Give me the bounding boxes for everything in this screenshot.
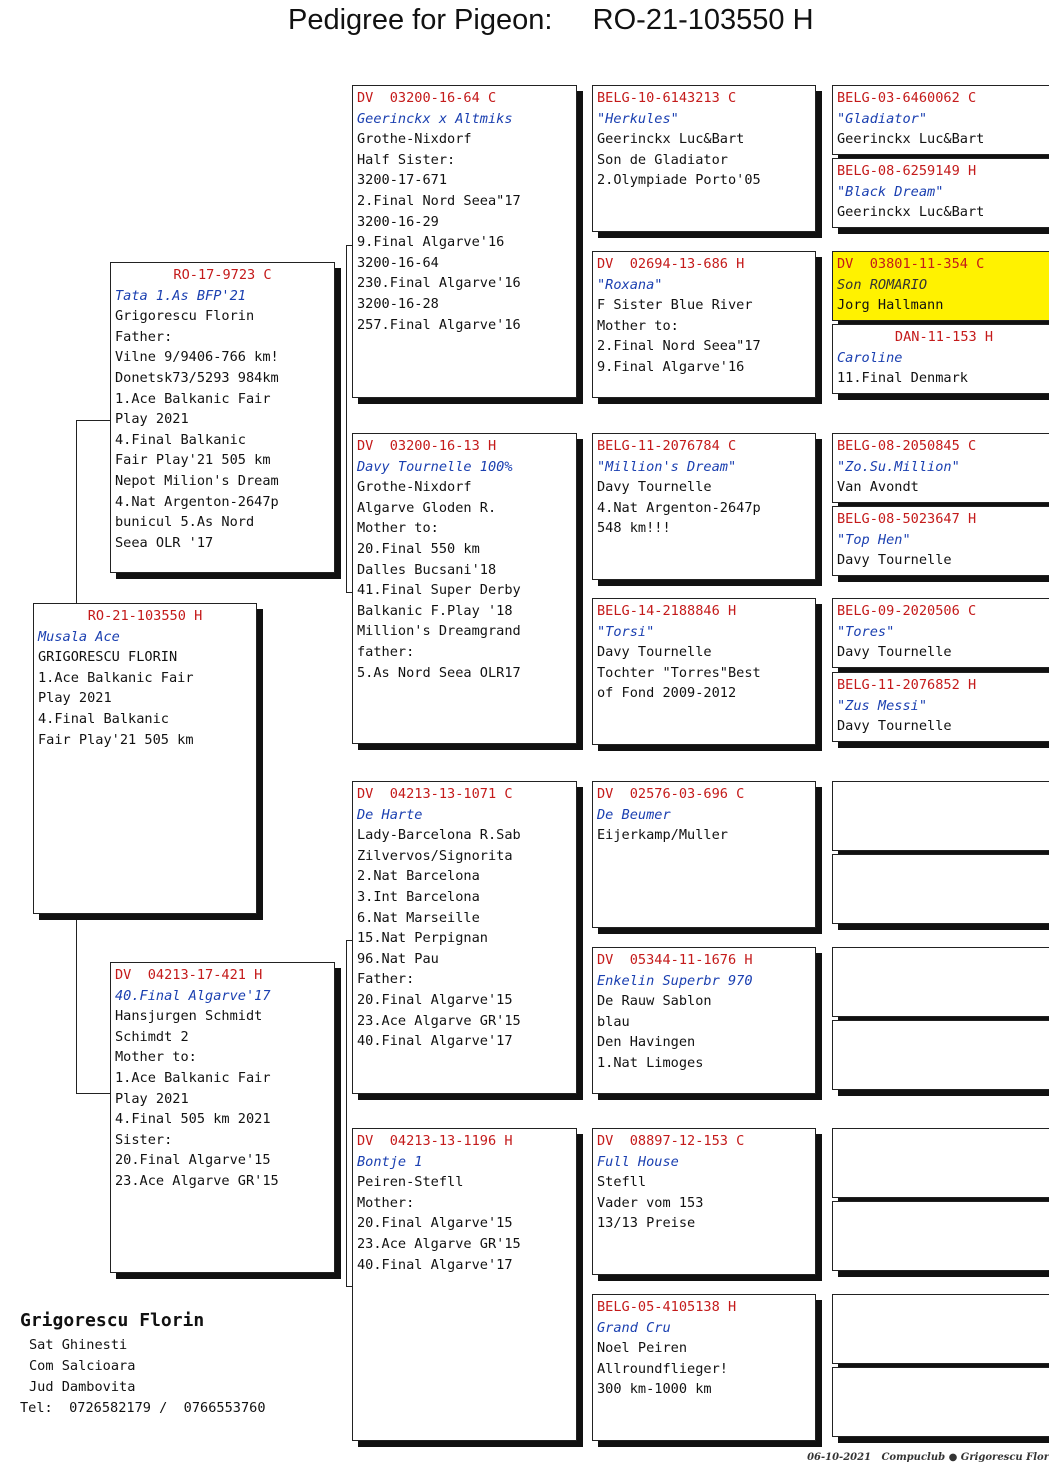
ring-number: DV 05344-11-1676 H (597, 952, 753, 968)
ring-number: DV 03200-16-64 C (357, 90, 497, 106)
note-line: Mother to: (597, 317, 679, 334)
breeder: Lady-Barcelona R.Sab (357, 827, 521, 844)
breeder: Peiren-Stefll (357, 1174, 464, 1191)
pigeon-name: "Black Dream" (837, 183, 944, 200)
ring-number: DV 04213-13-1071 C (357, 786, 513, 802)
breeder: De Rauw Sablon (597, 993, 712, 1010)
note-line: 3200-17-671 (357, 172, 448, 189)
ring-number: DV 08897-12-153 C (597, 1133, 745, 1149)
mfm-card (592, 947, 816, 1094)
ring-number: DAN-11-153 H (894, 329, 994, 345)
note-line: Play 2021 (38, 690, 112, 707)
connector (346, 940, 347, 1286)
pigeon-name: "Top Hen" (837, 531, 911, 548)
ring-number: BELG-11-2076852 H (837, 677, 977, 693)
note-line: Seea OLR '17 (115, 534, 214, 551)
note-line: Sister: (115, 1131, 173, 1148)
pigeon-name: "Zo.Su.Million" (837, 458, 960, 475)
empty-card (832, 854, 1049, 924)
note-line: Zilvervos/Signorita (357, 847, 513, 864)
connector (76, 1093, 112, 1094)
owner-address-line: Com Salcioara (29, 1358, 136, 1374)
pigeon-name: Caroline (837, 349, 903, 366)
breeder: Eijerkamp/Muller (597, 827, 728, 844)
ring-number: BELG-03-6460062 C (837, 90, 977, 106)
breeder: Van Avondt (837, 479, 919, 496)
breeder: Grothe-Nixdorf (357, 131, 472, 148)
breeder: Davy Tournelle (837, 644, 952, 661)
pigeon-name: Tata 1.As BFP'21 (115, 287, 246, 304)
note-line: 23.Ace Algarve GR'15 (357, 1012, 521, 1029)
pigeon-name: "Torsi" (597, 623, 655, 640)
owner-name: Grigorescu Florin (20, 1310, 205, 1331)
note-line: 3200-16-28 (357, 295, 439, 312)
ring-number: BELG-08-5023647 H (837, 511, 977, 527)
g4-card (832, 598, 1049, 668)
ring-number: BELG-05-4105138 H (597, 1299, 737, 1315)
note-line: Fair Play'21 505 km (38, 731, 194, 748)
note-line: Donetsk73/5293 984km (115, 369, 279, 386)
breeder: 11.Final Denmark (837, 370, 968, 387)
ring-number: DV 04213-13-1196 H (357, 1133, 513, 1149)
empty-card (832, 1367, 1049, 1437)
note-line: Balkanic F.Play '18 (357, 602, 513, 619)
note-line: Half Sister: (357, 151, 456, 168)
fm-card (352, 433, 577, 744)
pigeon-name: "Roxana" (597, 276, 663, 293)
note-line: Mother to: (115, 1049, 197, 1066)
note-line: 1.Nat Limoges (597, 1054, 704, 1071)
ring-number: BELG-11-2076784 C (597, 438, 737, 454)
g4-card (832, 158, 1049, 228)
mf-card (352, 781, 577, 1094)
note-line: Allroundflieger! (597, 1360, 728, 1377)
ff-card (352, 85, 577, 398)
breeder: Davy Tournelle (597, 644, 712, 661)
page-title: Pedigree for Pigeon: RO-21-103550 H (288, 4, 814, 36)
ring-number: BELG-08-2050845 C (837, 438, 977, 454)
g4-card (832, 672, 1049, 742)
ring-number: DV 02576-03-696 C (597, 786, 745, 802)
note-line: 1.Ace Balkanic Fair (115, 390, 271, 407)
note-line: 2.Final Nord Seea"17 (357, 192, 521, 209)
note-line: Algarve Gloden R. (357, 499, 497, 516)
ring-number: DV 03200-16-13 H (357, 438, 497, 454)
note-line: 9.Final Algarve'16 (357, 234, 505, 251)
ring-number: DV 03801-11-354 C (837, 256, 985, 272)
owner-address-line: Jud Dambovita (29, 1379, 136, 1395)
footer-credit: 06-10-2021 Compuclub ● Grigorescu Flor (807, 1452, 1049, 1463)
note-line: Mother to: (357, 520, 439, 537)
empty-card (832, 1201, 1049, 1271)
note-line: 23.Ace Algarve GR'15 (115, 1172, 279, 1189)
note-line: 2.Final Nord Seea"17 (597, 338, 761, 355)
note-line: 9.Final Algarve'16 (597, 358, 745, 375)
owner-info (20, 1310, 266, 1419)
connector (346, 245, 347, 592)
mm-card (352, 1128, 577, 1441)
pigeon-name: Full House (597, 1153, 679, 1170)
note-line: Den Havingen (597, 1034, 696, 1051)
g4-card (832, 506, 1049, 576)
breeder: Davy Tournelle (597, 479, 712, 496)
note-line: 40.Final Algarve'17 (357, 1033, 513, 1050)
note-line: 40.Final Algarve'17 (357, 1256, 513, 1273)
note-line: Father: (357, 971, 415, 988)
note-line: Father: (115, 328, 173, 345)
pigeon-name: Bontje 1 (357, 1153, 423, 1170)
fmf-card (592, 433, 816, 580)
note-line: bunicul 5.As Nord (115, 514, 255, 531)
note-line: 6.Nat Marseille (357, 909, 480, 926)
mmm-card (592, 1294, 816, 1441)
note-line: 230.Final Algarve'16 (357, 275, 521, 292)
pigeon-name: "Zus Messi" (837, 697, 928, 714)
pigeon-name: De Beumer (597, 806, 671, 823)
father-card (110, 262, 335, 573)
ffm-card (592, 251, 816, 398)
note-line: 20.Final 550 km (357, 540, 480, 557)
note-line: 20.Final Algarve'15 (357, 1215, 513, 1232)
note-line: Son de Gladiator (597, 151, 728, 168)
breeder: Noel Peiren (597, 1340, 688, 1357)
pigeon-name: Son ROMARIO (837, 276, 928, 293)
breeder: Grigorescu Florin (115, 308, 255, 325)
ring-number: DV 02694-13-686 H (597, 256, 745, 272)
note-line: 3200-16-29 (357, 213, 439, 230)
mother-card (110, 962, 335, 1273)
breeder: Geerinckx Luc&Bart (597, 131, 745, 148)
subject-pigeon-card (33, 603, 257, 914)
fmm-card (592, 598, 816, 745)
pigeon-name: Musala Ace (38, 628, 120, 645)
note-line: 4.Final Balkanic (115, 431, 246, 448)
note-line: 23.Ace Algarve GR'15 (357, 1235, 521, 1252)
pigeon-name: "Gladiator" (837, 110, 928, 127)
breeder: Grothe-Nixdorf (357, 479, 472, 496)
breeder: Jorg Hallmann (837, 297, 944, 314)
breeder: Geerinckx Luc&Bart (837, 131, 985, 148)
note-line: 5.As Nord Seea OLR17 (357, 664, 521, 681)
note-line: 300 km-1000 km (597, 1381, 712, 1398)
connector (76, 420, 112, 421)
note-line: Play 2021 (115, 411, 189, 428)
note-line: 548 km!!! (597, 520, 671, 537)
breeder: GRIGORESCU FLORIN (38, 649, 178, 666)
breeder: Davy Tournelle (837, 718, 952, 735)
note-line: Dalles Bucsani'18 (357, 561, 497, 578)
pigeon-name: Geerinckx x Altmiks (357, 110, 513, 127)
g4-card (832, 85, 1049, 155)
pigeon-name: Davy Tournelle 100% (357, 458, 513, 475)
note-line: Nepot Milion's Dream (115, 472, 279, 489)
empty-card (832, 1294, 1049, 1364)
note-line: 96.Nat Pau (357, 950, 439, 967)
ring-number: BELG-14-2188846 H (597, 603, 737, 619)
note-line: 1.Ace Balkanic Fair (38, 669, 194, 686)
empty-card (832, 1128, 1049, 1198)
connector (76, 917, 77, 1093)
empty-card (832, 1020, 1049, 1090)
note-line: blau (597, 1013, 630, 1030)
pigeon-name: "Tores" (837, 623, 895, 640)
note-line: 1.Ace Balkanic Fair (115, 1069, 271, 1086)
note-line: 4.Nat Argenton-2647p (115, 493, 279, 510)
note-line: Million's Dreamgrand (357, 623, 521, 640)
note-line: father: (357, 643, 415, 660)
pigeon-name: "Herkules" (597, 110, 679, 127)
note-line: Play 2021 (115, 1090, 189, 1107)
pigeon-name: Grand Cru (597, 1319, 671, 1336)
note-line: 2.Olympiade Porto'05 (597, 172, 761, 189)
note-line: 257.Final Algarve'16 (357, 316, 521, 333)
note-line: 4.Final 505 km 2021 (115, 1111, 271, 1128)
mmf-card (592, 1128, 816, 1275)
breeder: Stefll (597, 1174, 647, 1191)
pigeon-name: Enkelin Superbr 970 (597, 972, 753, 989)
note-line: of Fond 2009-2012 (597, 685, 737, 702)
owner-phone: Tel: 0726582179 / 0766553760 (20, 1400, 266, 1416)
note-line: 15.Nat Perpignan (357, 930, 488, 947)
note-line: Tochter "Torres"Best (597, 664, 761, 681)
note-line: 41.Final Super Derby (357, 582, 521, 599)
breeder: F Sister Blue River (597, 297, 753, 314)
ring-number: BELG-08-6259149 H (837, 163, 977, 179)
note-line: Fair Play'21 505 km (115, 452, 271, 469)
note-line: 3200-16-64 (357, 254, 439, 271)
note-line: 2.Nat Barcelona (357, 868, 480, 885)
ring-number: BELG-09-2020506 C (837, 603, 977, 619)
note-line: 3.Int Barcelona (357, 888, 480, 905)
pigeon-name: 40.Final Algarve'17 (115, 987, 271, 1004)
breeder: Davy Tournelle (837, 552, 952, 569)
note-line: Vilne 9/9406-766 km! (115, 349, 279, 366)
empty-card (832, 781, 1049, 851)
g4-card-highlighted (832, 251, 1049, 321)
pigeon-name: De Harte (357, 806, 423, 823)
note-line: 13/13 Preise (597, 1215, 696, 1232)
ring-number: RO-21-103550 H (87, 608, 203, 624)
connector (76, 420, 77, 606)
note-line: 20.Final Algarve'15 (357, 991, 513, 1008)
note-line: Vader vom 153 (597, 1194, 704, 1211)
ring-number: RO-17-9723 C (173, 267, 272, 283)
empty-card (832, 947, 1049, 1017)
g4-card (832, 433, 1049, 503)
ring-number: DV 04213-17-421 H (115, 967, 263, 983)
owner-address-line: Sat Ghinesti (29, 1337, 128, 1353)
note-line: 4.Nat Argenton-2647p (597, 499, 761, 516)
g4-card (832, 324, 1049, 394)
mff-card (592, 781, 816, 928)
breeder: Geerinckx Luc&Bart (837, 204, 985, 221)
pigeon-name: "Million's Dream" (597, 458, 737, 475)
note-line: 20.Final Algarve'15 (115, 1152, 271, 1169)
ring-number: BELG-10-6143213 C (597, 90, 737, 106)
note-line: Schimdt 2 (115, 1028, 189, 1045)
fff-card (592, 85, 816, 232)
note-line: Mother: (357, 1194, 415, 1211)
breeder: Hansjurgen Schmidt (115, 1008, 263, 1025)
note-line: 4.Final Balkanic (38, 710, 169, 727)
